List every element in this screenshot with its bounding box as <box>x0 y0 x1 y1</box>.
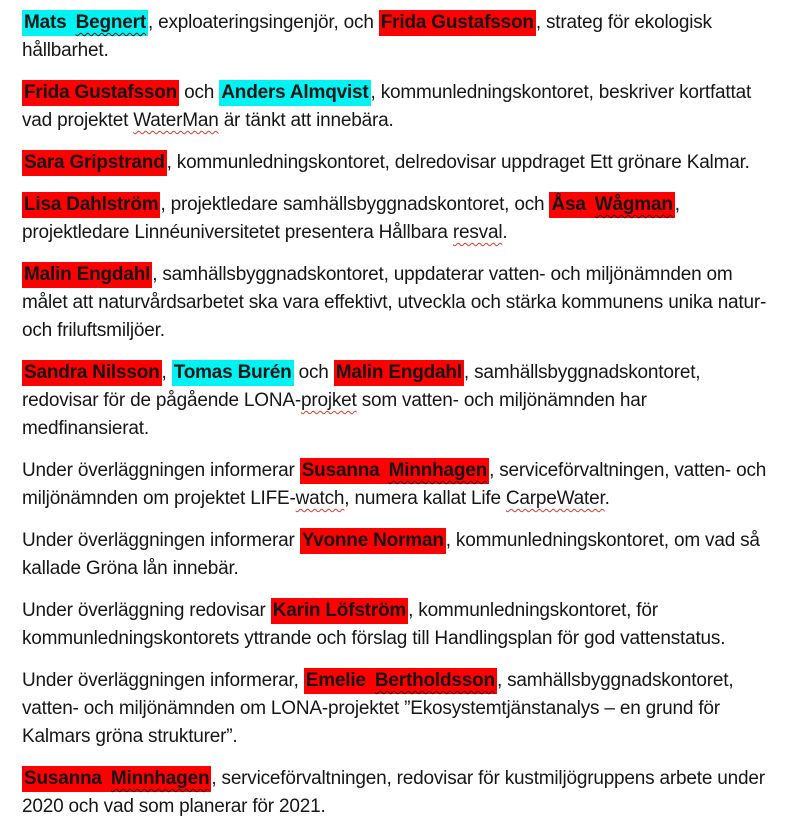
highlighted-name: Tomas Burén <box>172 360 294 386</box>
highlighted-name: Sara Gripstrand <box>22 150 167 176</box>
paragraph <box>22 667 772 751</box>
highlighted-name: Wågman <box>593 192 675 218</box>
text-run: , kommunledningskontoret, delredovisar uppdraget Ett grönare Kalmar. <box>166 152 750 173</box>
highlighted-name: Mats <box>22 10 74 36</box>
highlighted-name: Malin Engdahl <box>22 262 152 288</box>
text-run: och <box>179 82 220 103</box>
highlighted-name: Åsa <box>549 192 592 218</box>
text-run: , samhällsbyggnadskontoret, uppdaterar vatten- och miljönämnden om målet att naturvårdsarbetet ska vara effektivt, utveckla och stärka kommunens unika natur- och friluftsmiljöer. <box>22 264 767 341</box>
text-run: , numera kallat Life <box>344 488 506 509</box>
text-run: , samhällsbyggnadskontoret, redovisar för de pågående LONA- <box>22 362 701 411</box>
text-run: är tänkt att innebära. <box>218 110 394 131</box>
highlighted-name: Minnhagen <box>387 458 489 484</box>
text-run: , <box>161 362 172 383</box>
text-run: , serviceförvaltningen, redovisar för kustmiljögruppens arbete under 2020 och vad som planerar för 2021. <box>22 768 765 817</box>
highlighted-name: Anders Almqvist <box>219 80 370 106</box>
paragraph <box>22 765 772 821</box>
highlighted-name: Frida Gustafsson <box>379 10 536 36</box>
highlighted-name: Sandra Nilsson <box>22 360 162 386</box>
paragraph <box>22 457 772 513</box>
text-run: Under överläggningen informerar <box>22 460 300 481</box>
highlighted-name: Emelie <box>304 668 373 694</box>
text-run: Under överläggning redovisar <box>22 600 271 621</box>
text-run: , kommunledningskontoret, om vad så kallade Gröna lån innebär. <box>22 530 760 579</box>
highlighted-name: Susanna <box>300 458 387 484</box>
paragraph <box>22 261 772 345</box>
text-run: . <box>502 222 508 243</box>
text-run: , projektledare Linnéuniversitetet presentera Hållbara <box>22 194 680 243</box>
misspelled-word: CarpeWater <box>505 488 605 509</box>
highlighted-name: Karin Löfström <box>271 598 408 624</box>
paragraph <box>22 9 772 65</box>
text-run: , kommunledningskontoret, beskriver kortfattat vad projektet <box>22 82 752 131</box>
text-run: , kommunledningskontoret, för kommunledningskontorets yttrande och förslag till Handlingsplan för god vattenstatus. <box>22 600 726 649</box>
text-run: , strateg för ekologisk hållbarhet. <box>22 12 712 61</box>
paragraph <box>22 191 772 247</box>
paragraph <box>22 79 772 135</box>
highlighted-name: Minnhagen <box>109 766 211 792</box>
highlighted-name: Yvonne Norman <box>300 528 446 554</box>
text-run: , projektledare samhällsbyggnadskontoret, och <box>160 194 550 215</box>
text-run: , serviceförvaltningen, vatten- och miljönämnden om projektet LIFE- <box>22 460 767 509</box>
highlighted-name: Begnert <box>74 10 148 36</box>
paragraph <box>22 527 772 583</box>
text-run: , exploateringsingenjör, och <box>147 12 379 33</box>
misspelled-word: watch <box>295 488 345 509</box>
misspelled-word: projket <box>300 390 357 411</box>
highlighted-name: Lisa Dahlström <box>22 192 160 218</box>
highlighted-name: Bertholdsson <box>373 668 497 694</box>
text-run: som vatten- och miljönämnden har medfinansierat. <box>22 390 647 439</box>
misspelled-word: WaterMan <box>133 110 219 131</box>
text-run: , samhällsbyggnadskontoret, vatten- och miljönämnden om LONA-projektet ”Ekosystemtjänstanalys – en grund för Kalmars gröna strukturer”. <box>22 670 734 747</box>
misspelled-word: resval <box>452 222 503 243</box>
highlighted-name: Malin Engdahl <box>334 360 464 386</box>
paragraph <box>22 149 772 177</box>
document-body <box>22 9 772 821</box>
highlighted-name: Frida Gustafsson <box>22 80 179 106</box>
text-run: . <box>604 488 610 509</box>
paragraph <box>22 359 772 443</box>
text-run: Under överläggningen informerar <box>22 530 300 551</box>
text-run: och <box>293 362 334 383</box>
highlighted-name: Susanna <box>22 766 109 792</box>
paragraph <box>22 597 772 653</box>
text-run: Under överläggningen informerar, <box>22 670 304 691</box>
